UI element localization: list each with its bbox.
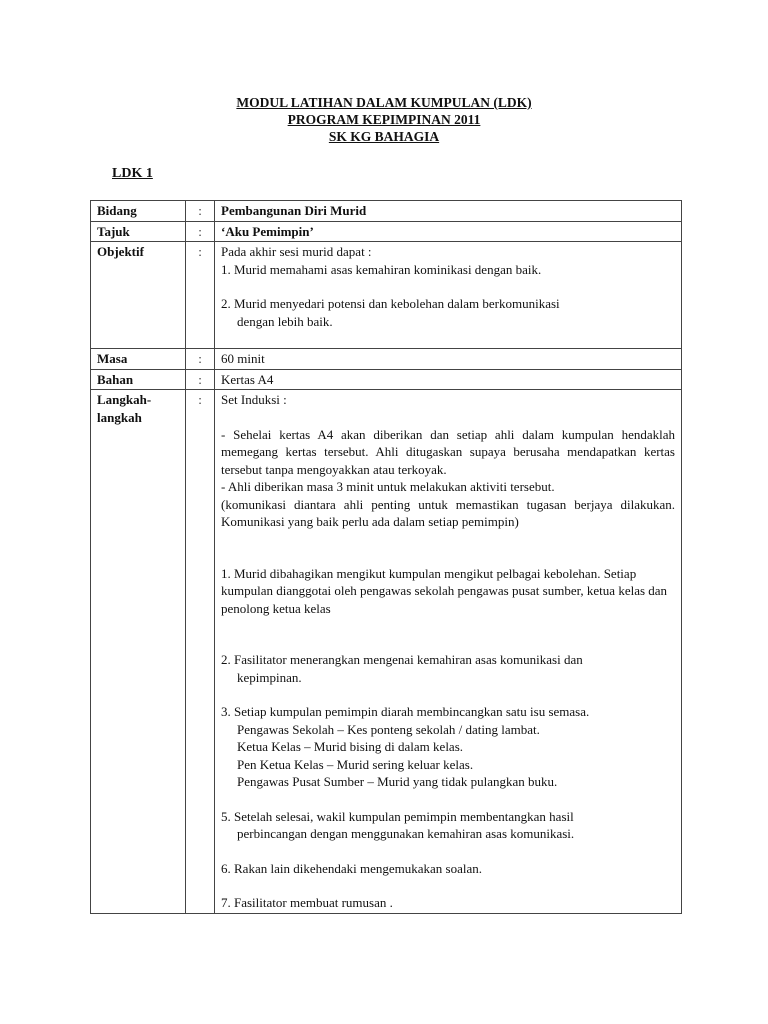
langkah-label: Langkah- langkah bbox=[91, 390, 186, 914]
objektif-label: Objektif bbox=[91, 242, 186, 349]
bidang-label: Bidang bbox=[91, 201, 186, 222]
row-bahan bbox=[91, 369, 682, 390]
set-induksi: Set Induksi : bbox=[221, 392, 287, 407]
step-7: 7. Fasilitator membuat rumusan . bbox=[221, 895, 393, 910]
row-tajuk bbox=[91, 221, 682, 242]
header-title: MODUL LATIHAN DALAM KUMPULAN (LDK) bbox=[236, 95, 532, 110]
induksi-para-3: (komunikasi diantara ahli penting untuk memastikan tugasan berjaya dilakukan. Komunikasi yang baik perlu ada dalam setiap pemimpin) bbox=[221, 496, 675, 529]
tajuk-value: ‘Aku Pemimpin’ bbox=[215, 221, 682, 242]
langkah-value bbox=[215, 390, 682, 914]
header-program: PROGRAM KEPIMPINAN 2011 bbox=[287, 112, 481, 127]
ldk-label: LDK 1 bbox=[112, 166, 153, 181]
separator: : bbox=[186, 390, 215, 914]
step-3-sub-3: Pen Ketua Kelas – Murid sering keluar kelas. bbox=[237, 756, 474, 772]
separator: : bbox=[186, 242, 215, 349]
objektif-item-2: 2. Murid menyedari potensi dan kebolehan dalam berkomunikasi bbox=[221, 296, 560, 311]
bahan-value: Kertas A4 bbox=[215, 369, 682, 390]
masa-value: 60 minit bbox=[215, 349, 682, 370]
separator: : bbox=[186, 221, 215, 242]
objektif-item-1: 1. Murid memahami asas kemahiran kominikasi dengan baik. bbox=[221, 261, 542, 277]
separator: : bbox=[186, 369, 215, 390]
ldk-table bbox=[90, 200, 682, 914]
step-2: 2. Fasilitator menerangkan mengenai kemahiran asas komunikasi dan bbox=[221, 652, 583, 667]
row-masa bbox=[91, 349, 682, 370]
document-header bbox=[0, 94, 768, 145]
bahan-label: Bahan bbox=[91, 369, 186, 390]
step-3-sub-1: Pengawas Sekolah – Kes ponteng sekolah / dating lambat. bbox=[237, 721, 540, 737]
separator: : bbox=[186, 201, 215, 222]
bidang-value: Pembangunan Diri Murid bbox=[215, 201, 682, 222]
objektif-item-2-cont: dengan lebih baik. bbox=[237, 313, 333, 329]
step-3-sub-4: Pengawas Pusat Sumber – Murid yang tidak pulangkan buku. bbox=[237, 774, 558, 789]
row-langkah bbox=[91, 390, 682, 914]
step-2-cont: kepimpinan. bbox=[237, 669, 302, 685]
separator: : bbox=[186, 349, 215, 370]
objektif-intro: Pada akhir sesi murid dapat : bbox=[221, 244, 372, 259]
step-3: 3. Setiap kumpulan pemimpin diarah membincangkan satu isu semasa. bbox=[221, 704, 590, 719]
tajuk-label: Tajuk bbox=[91, 221, 186, 242]
row-bidang bbox=[91, 201, 682, 222]
induksi-para-1: - Sehelai kertas A4 akan diberikan dan setiap ahli dalam kumpulan hendaklah memegang kertas tersebut. Ahli ditugaskan supaya berusaha mendapatkan kertas tersebut tanpa mengoyakkan atau terkoyak. bbox=[221, 426, 675, 477]
step-5: 5. Setelah selesai, wakil kumpulan pemimpin membentangkan hasil bbox=[221, 808, 574, 824]
objektif-value bbox=[215, 242, 682, 349]
induksi-para-2: - Ahli diberikan masa 3 minit untuk melakukan aktiviti tersebut. bbox=[221, 479, 555, 494]
header-school: SK KG BAHAGIA bbox=[328, 129, 440, 144]
step-3-sub-2: Ketua Kelas – Murid bising di dalam kelas. bbox=[237, 739, 464, 754]
row-objektif bbox=[91, 242, 682, 349]
step-5-cont: perbincangan dengan menggunakan kemahiran asas komunikasi. bbox=[237, 826, 575, 841]
step-1: 1. Murid dibahagikan mengikut kumpulan mengikut pelbagai kebolehan. Setiap kumpulan dianggotai oleh pengawas sekolah pengawas pusat sumber, ketua kelas dan penolong ketua kelas bbox=[221, 565, 668, 616]
step-6: 6. Rakan lain dikehendaki mengemukakan soalan. bbox=[221, 860, 483, 876]
masa-label: Masa bbox=[91, 349, 186, 370]
